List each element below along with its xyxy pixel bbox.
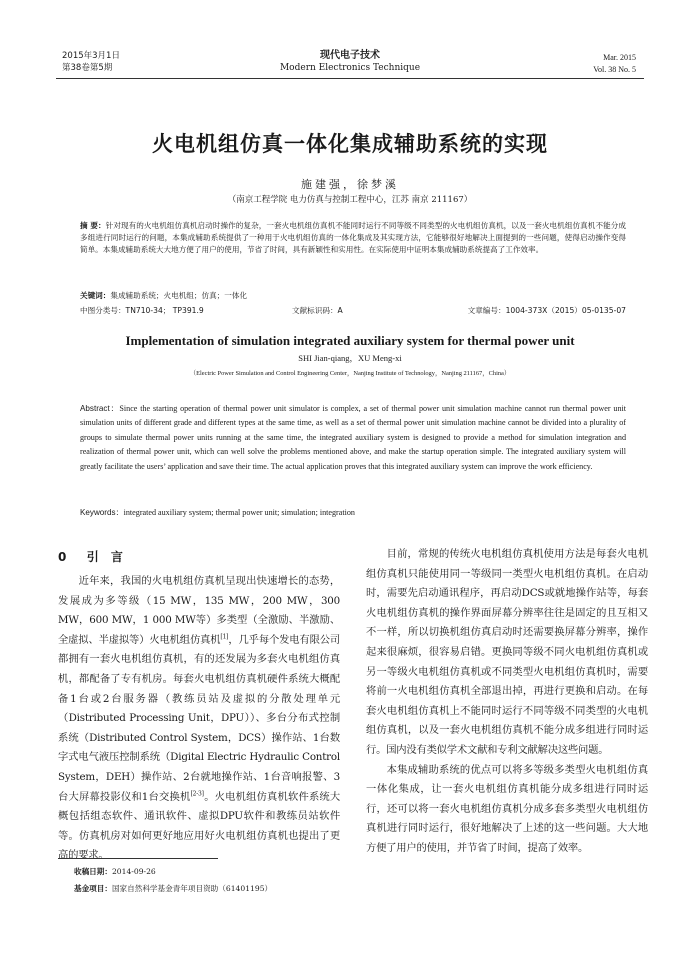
abstract-cn-label: 摘 要：	[80, 221, 106, 230]
authors-en: SHI Jian-qiang，XU Meng-xi	[298, 353, 402, 363]
keywords-en-text: integrated auxiliary system; thermal power unit; simulation; integration	[123, 508, 355, 517]
body-paragraph-1	[58, 572, 340, 866]
footnote-fund	[74, 883, 272, 894]
abstract-en-label: Abstract：	[80, 404, 120, 413]
paper-title-cn: 火电机组仿真一体化集成辅助系统的实现	[152, 131, 548, 156]
p1-text-a: 近年来，我国的火电机组仿真机呈现出快速增长的态势，发展成为多等级（15 MW，135 MW，200 MW，300 MW，600 MW，1 000 MW等）多类型（全激励、半激励、全虚拟、半虚拟等）火电机组仿真机	[58, 575, 340, 646]
header-right	[593, 52, 636, 76]
affiliation-en: （Electric Power Simulation and Control Engineering Center，Nanjing Institute of Technology，Nanjing 211167，China）	[189, 370, 511, 377]
section-title: 引 言	[86, 550, 127, 564]
clc-number: 中图分类号：TN710-34； TP391.9	[80, 306, 204, 315]
abstract-en-text: Since the starting operation of thermal power unit simulator is complex, a set of thermal power unit simulation machine cannot run thermal power unit simulation units of different grade and different types at the same time, as well as a set of thermal power unit simulation machine cannot be divided into a plurality of groups to simulate thermal power units running at the same time, the integrated auxiliary system is designed to provide a method for simulation integration and realization of thermal power unit, which can well solve the problems mentioned above, and make the startup operation simple. The integrated auxiliary system will greatly facilitate the users’ application and save their time. The actual application proves that this integrated auxiliary system can improve the work efficiency.	[80, 404, 626, 471]
fund-label: 基金项目：	[74, 884, 112, 893]
abstract-en	[80, 402, 626, 474]
header-volume-en: Vol. 38 No. 5	[593, 65, 636, 74]
keywords-en-label: Keywords：	[80, 508, 124, 517]
abstract-cn	[80, 220, 626, 256]
running-header	[56, 50, 644, 79]
article-number: 文章编号：1004-373X（2015）05-0135-07	[467, 306, 626, 315]
header-center	[56, 50, 644, 74]
body-paragraph-3: 本集成辅助系统的优点可以将多等级多类型火电机组仿真一体化集成，让一套火电机组仿真机能分成多组进行同时运行，还可以将一套火电机组仿真机分成多套多类型火电机组仿真机进行同时运行，很好地解决了上述的这一些问题。大大地方便了用户的使用，并节省了时间，提高了效率。	[366, 763, 648, 854]
body-column-left	[58, 572, 340, 866]
document-code: 文献标识码：A	[292, 306, 343, 315]
header-date-cn: 2015年3月1日	[62, 51, 120, 61]
keywords-en	[80, 507, 355, 518]
body-column-right	[366, 545, 648, 859]
journal-name-en: Modern Electronics Technique	[279, 63, 421, 73]
received-date: 2014-09-26	[111, 867, 156, 876]
section-number: 0	[58, 550, 71, 564]
keywords-cn	[80, 290, 247, 301]
footnote-received	[74, 866, 156, 877]
p1-text-b: ，几乎每个发电有限公司都拥有一套火电机组仿真机，有的还发展为多套火电机组仿真机，都配备了专有机房。每套火电机组仿真机硬件系统大概配备1台或2台服务器（教练员站及虚拟的分散处理单元（Distributed Processing Unit，DPU））、多台分布式控制系统（Distributed Control System，DCS）操作站、1台数字式电气液压控制系统（Digital Electric Hydraulic Control System，DEH）操作站、2台就地操作站、1台音响报警、3台大屏幕投影仪和1台交换机	[58, 633, 340, 803]
keywords-cn-label: 关键词：	[80, 291, 111, 300]
fund-text: 国家自然科学基金青年项目资助（61401195）	[111, 884, 273, 893]
body-paragraph-2: 目前，常规的传统火电机组仿真机使用方法是每套火电机组仿真机只能使用同一等级同一类型火电机组仿真机。在启动时，需要先启动通讯程序，再启动DCS或就地操作站等，每套火电机组仿真机的操作界面屏幕分辨率往往是固定的且互相又不一样，所以切换机组仿真启动时还需要换屏幕分辨率，操作起来很麻烦，很容易启错。更换同等级不同火电机组仿真机或另一等级火电机组仿真机或不同类型火电机组仿真机时，需要将前一火电机组仿真机全部退出掉，再进行更换和启动。在每套火电机组仿真机上不能同时运行不同等级不同类型的火电机组仿真机，以及一套火电机组仿真机不能分成多组进行同时运行。国内没有类似学术文献和专利文献解决这些问题。	[366, 548, 648, 756]
section-heading	[58, 548, 127, 565]
citation-1: [1]	[220, 633, 229, 641]
received-label: 收稿日期：	[74, 867, 112, 876]
citation-2: [2-3]	[190, 790, 204, 798]
authors-cn: 施建强，徐梦溪	[301, 178, 399, 191]
affiliation-cn: （南京工程学院 电力仿真与控制工程中心，江苏 南京 211167）	[227, 195, 473, 205]
header-date-en: Mar. 2015	[603, 53, 636, 62]
footnote-rule	[58, 858, 218, 859]
journal-name-cn: 现代电子技术	[320, 50, 380, 61]
p1-text-c: 。火电机组仿真机软件系统大概包括组态软件、通讯软件、虚拟DPU软件和教练员站软件等。仿真机房对如何更好地应用好火电机组仿真机也提出了更高的要求。	[58, 790, 341, 862]
abstract-cn-text: 针对现有的火电机组仿真机启动时操作的复杂，一套火电机组仿真机不能同时运行不同等级不同类型的火电机组仿真机，以及一套火电机组仿真机不能分成多组进行同时运行的问题，本集成辅助系统提供了一种用于火电机组仿真的一体化集成及其实现方法，它能够很好地解决上面提到的一些问题，使得启动操作变得简单。本集成辅助系统大大地方便了用户的使用，节省了时间，具有新颖性和实用性。在实际使用中证明本集成辅助系统提高了工作效率。	[80, 221, 626, 254]
keywords-cn-text: 集成辅助系统；火电机组；仿真；一体化	[110, 291, 248, 300]
header-volume-cn: 第38卷第5期	[62, 63, 113, 73]
paper-title-en: Implementation of simulation integrated auxiliary system for thermal power unit	[125, 333, 575, 348]
